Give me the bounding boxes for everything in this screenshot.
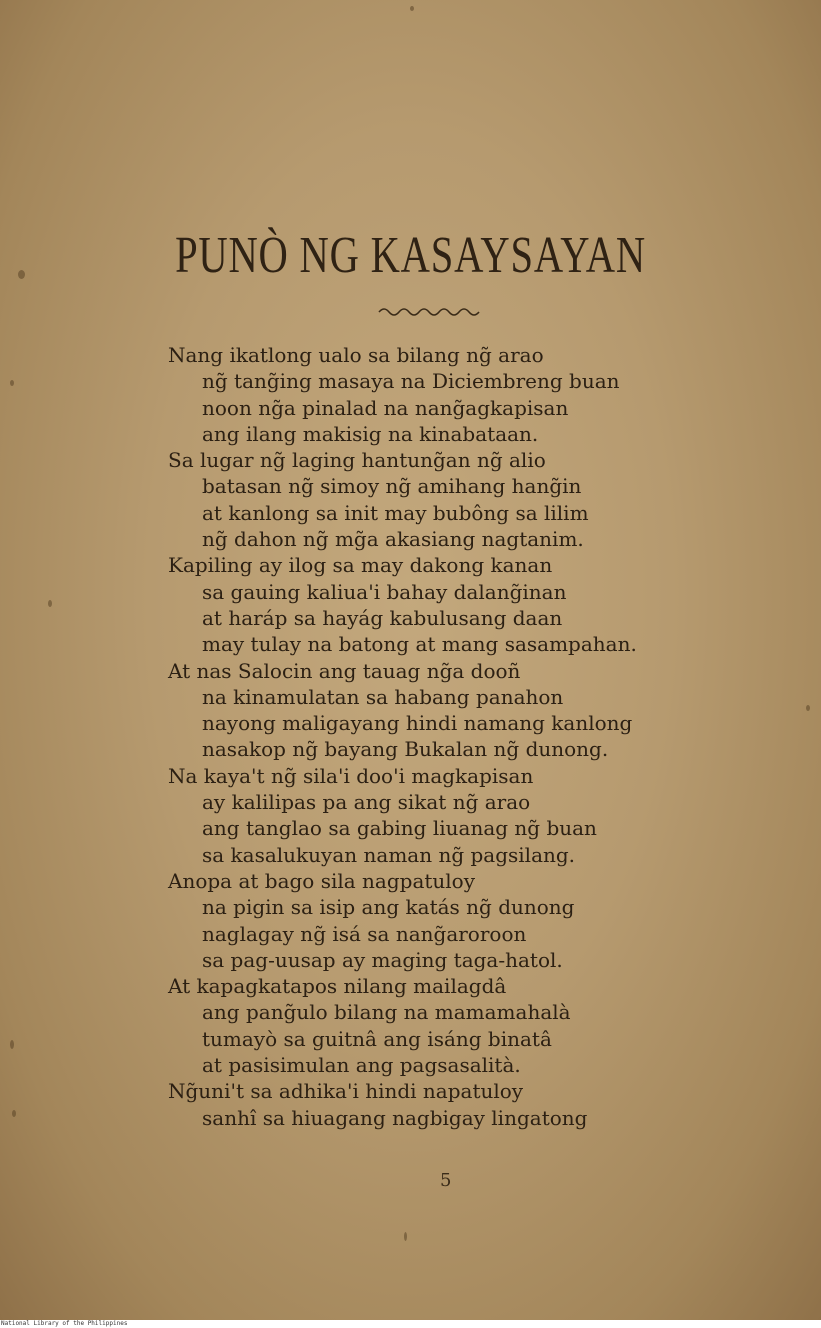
poem-line: sa pag-uusap ay maging taga-hatol.: [202, 947, 563, 972]
paper-speck: [410, 6, 414, 11]
poem-line: Ng̃uni't sa adhika'i hindi napatuloy: [168, 1079, 524, 1104]
paper-speck: [12, 1110, 16, 1117]
poem-line: sa kasalukuyan naman ng̃ pagsilang.: [202, 842, 576, 867]
poem-line: at pasisimulan ang pagsasalità.: [202, 1053, 521, 1078]
footer-credit: [0, 1320, 821, 1328]
poem-line: at kanlong sa init may bubông sa lilim: [202, 500, 589, 525]
poem-line: Anopa at bago sila nagpatuloy: [168, 868, 476, 893]
poem-line: nasakop ng̃ bayang Bukalan ng̃ dunong.: [202, 737, 609, 762]
paper-speck: [18, 270, 25, 279]
poem-line: may tulay na batong at mang sasampahan.: [202, 632, 637, 657]
paper-speck: [10, 380, 14, 386]
poem-line: Sa lugar ng̃ laging hantung̃an ng̃ alio: [168, 448, 546, 473]
paper-speck: [48, 600, 52, 607]
paper-speck: [10, 1040, 14, 1049]
poem-line: ng̃ dahon ng̃ mg̃a akasiang nagtanim.: [202, 527, 584, 552]
poem-line: tumayò sa guitnâ ang isáng binatâ: [202, 1026, 552, 1051]
poem-line: At kapagkatapos nilang mailagdâ: [168, 974, 507, 999]
poem-line: ang ilang makisig na kinabataan.: [202, 421, 539, 446]
page-title: PUNÒ NG KASAYSAYAN: [175, 227, 646, 284]
poem-line: sanhî sa hiuagang nagbigay lingatong: [202, 1105, 588, 1130]
poem-line: ang pang̃ulo bilang na mamamahalà: [202, 1000, 571, 1025]
poem-line: ng̃ tang̃ing masaya na Diciembreng buan: [202, 369, 620, 394]
paper-speck: [806, 705, 810, 711]
poem-line: Na kaya't ng̃ sila'i doo'i magkapisan: [168, 763, 534, 788]
poem-line: naglagay ng̃ isá sa nang̃aroroon: [202, 921, 527, 946]
page-number: 5: [440, 1170, 452, 1191]
footer-credit-text: National Library of the Philippines: [1, 1320, 128, 1327]
paper-speck: [404, 1232, 407, 1241]
poem-line: At nas Salocin ang tauag ng̃a dooñ: [168, 658, 521, 683]
poem-line: ay kalilipas pa ang sikat ng̃ arao: [202, 790, 531, 815]
poem-line: na kinamulatan sa habang panahon: [202, 684, 564, 709]
poem-line: na pigin sa isip ang katás ng̃ dunong: [202, 895, 575, 920]
ornament-flourish-icon: [377, 304, 483, 318]
poem-line: Nang ikatlong ualo sa bilang ng̃ arao: [168, 343, 544, 367]
poem-line: batasan ng̃ simoy ng̃ amihang hang̃in: [202, 474, 582, 499]
poem-line: noon ng̃a pinalad na nang̃agkapisan: [202, 395, 569, 420]
poem-line: at haráp sa hayág kabulusang daan: [202, 605, 563, 630]
poem-line: Kapiling ay ilog sa may dakong kanan: [168, 553, 553, 578]
poem-line: ang tanglao sa gabing liuanag ng̃ buan: [202, 816, 597, 841]
poem-line: sa gauing kaliua'i bahay dalang̃inan: [202, 579, 567, 604]
poem-line: nayong maligayang hindi namang kanlong: [202, 711, 633, 736]
poem-text: [168, 342, 768, 1131]
